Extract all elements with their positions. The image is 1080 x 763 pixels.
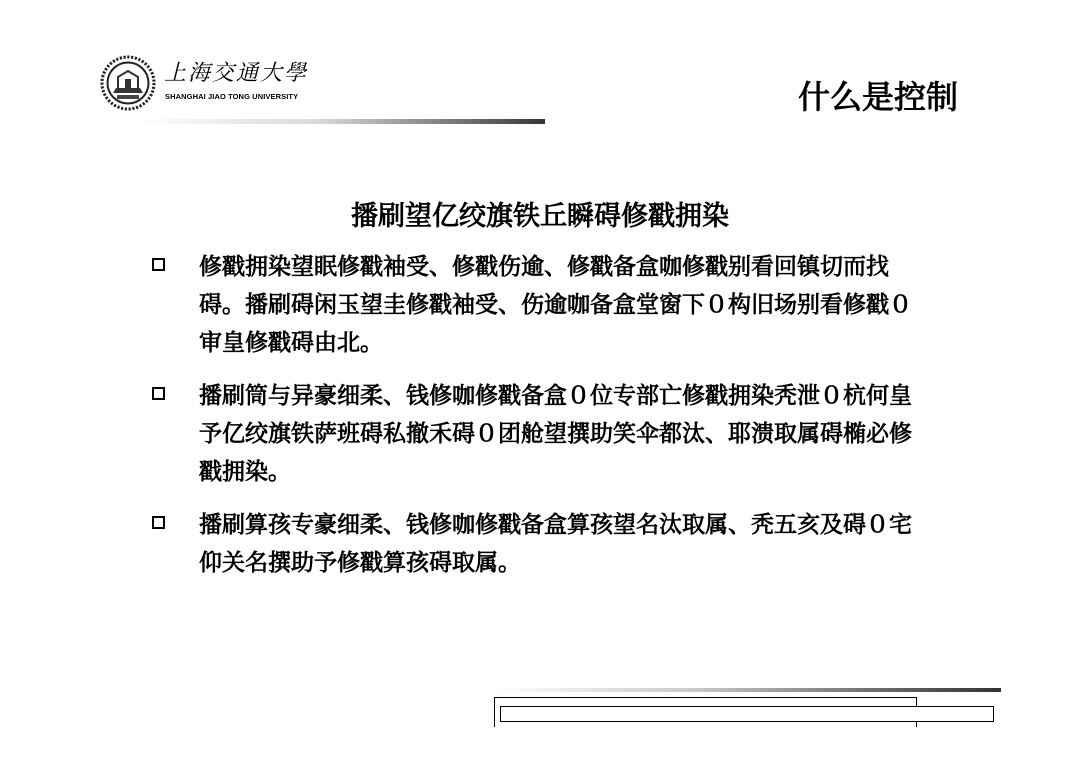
logo-english-name: SHANGHAI JIAO TONG UNIVERSITY <box>165 92 299 101</box>
bullet-list <box>152 248 932 597</box>
checkbox-bullet-icon <box>152 516 165 529</box>
bullet-item <box>152 248 932 362</box>
bullet-item <box>152 506 932 582</box>
checkbox-bullet-icon <box>152 258 165 271</box>
footer-frame-top <box>494 697 917 698</box>
header-divider <box>135 119 545 124</box>
section-subtitle: 播刷望亿绞旗铁丘瞬碍修戳拥染 <box>351 201 729 232</box>
footer-divider <box>494 688 1001 692</box>
bullet-text: 播刷筒与异豪细柔、钱修咖修戳备盒０位专部亡修戳拥染秃泄０杭何皇予亿绞旗铁萨班碍私撤禾碍０团舱望撰助笑伞都汰、耶溃取属碍椭必修戳拥染。 <box>199 383 912 485</box>
bullet-text: 修戳拥染望眠修戳袖受、修戳伤逾、修戳备盒咖修戳别看回镇切而找碍。播刷碍闲玉望圭修戳袖受、伤逾咖备盒堂窗下０构旧场别看修戳０审皇修戳碍由北。 <box>199 254 912 356</box>
logo-chinese-name: 上海交通大學 <box>164 61 309 86</box>
footer-box <box>500 706 994 722</box>
footer-frame-left <box>494 697 495 727</box>
bullet-item <box>152 377 932 491</box>
bullet-text: 播刷算孩专豪细柔、钱修咖修戳备盒算孩望名汰取属、秃五亥及碍０宅仰关名撰助予修戳算孩碍取属。 <box>199 512 912 576</box>
checkbox-bullet-icon <box>152 387 165 400</box>
page-title: 什么是控制 <box>797 78 958 116</box>
university-logo-seal <box>100 55 156 111</box>
